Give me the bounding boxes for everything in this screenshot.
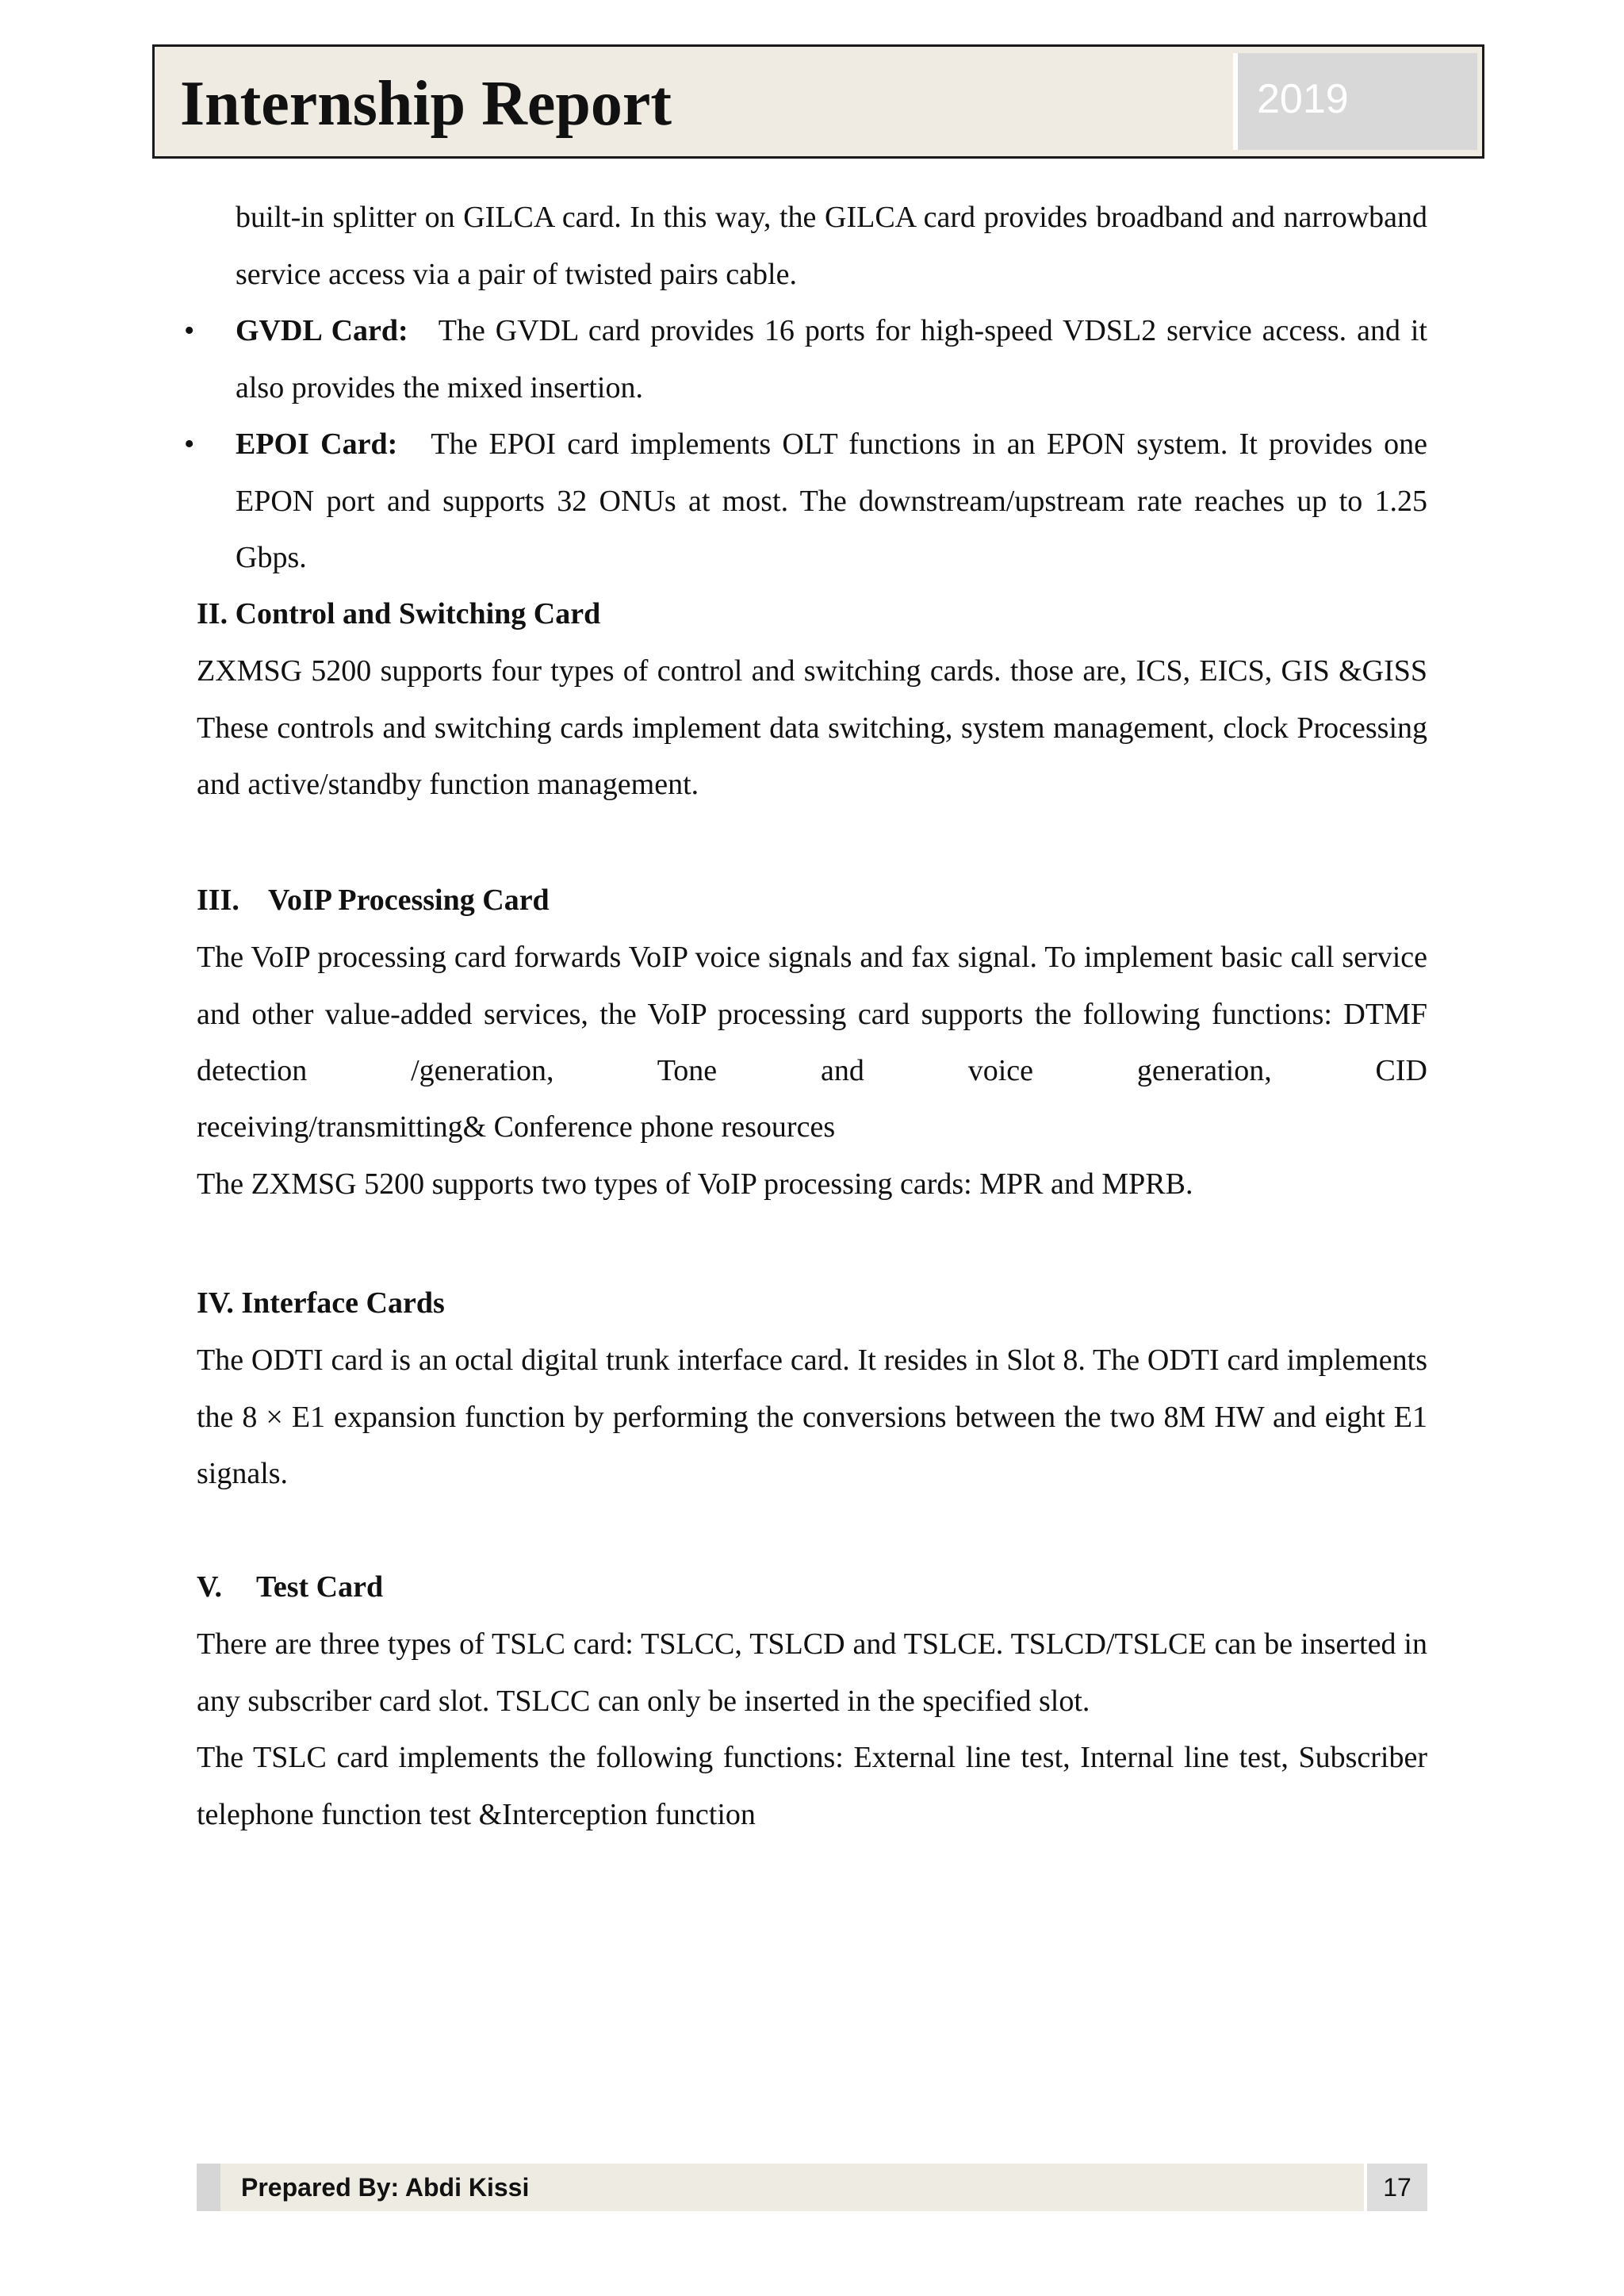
- section-heading-test-card: [197, 1559, 383, 1616]
- prepared-by: Prepared By: Abdi Kissi: [241, 2173, 530, 2202]
- report-year: 2019: [1257, 76, 1349, 122]
- section-number: II.: [197, 597, 228, 631]
- intro-continuation-paragraph: built-in splitter on GILCA card. In this way, the GILCA card provides broadband and narrowband service access via a pair of twisted pairs cable.: [236, 201, 1427, 291]
- section-title: Test Card: [256, 1570, 384, 1604]
- page-number: 17: [1383, 2173, 1411, 2202]
- section-heading-voip: [197, 872, 550, 930]
- page-footer: [197, 2164, 1427, 2211]
- section-paragraph: The VoIP processing card forwards VoIP voice signals and fax signal. To implement basic call service and other value-added services, the VoIP processing card supports the following functions: DTMF detection /generation, Tone and voice generation, CID: [197, 941, 1427, 1087]
- bullet-text: The GVDL card provides 16 ports for high-speed VDSL2 service access. and it also provides the mixed insertion.: [236, 314, 1427, 404]
- section-title: Interface Cards: [241, 1286, 445, 1320]
- bullet-glyph-epoi: •: [184, 427, 195, 461]
- section-number: IV.: [197, 1286, 234, 1320]
- bullet-glyph-gvdl: •: [184, 314, 195, 347]
- section-paragraph: The TSLC card implements the following functions: External line test, Internal line test, Subscriber telephone function test &Interception function: [197, 1741, 1427, 1831]
- bullet-item-gvdl: [236, 303, 1427, 416]
- section-title: VoIP Processing Card: [268, 884, 550, 917]
- section-heading-control-switching: [197, 586, 600, 643]
- section-paragraph: receiving/transmitting& Conference phone resources: [197, 1110, 836, 1144]
- footer-accent-bar: [197, 2164, 220, 2211]
- bullet-term: GVDL Card:: [236, 314, 408, 347]
- section-paragraph: The ODTI card is an octal digital trunk interface card. It resides in Slot 8. The ODTI card implements the 8 × E1 expansion function by performing the conversions between the two 8M HW and eight E1 signals.: [197, 1343, 1427, 1490]
- section-number: V.: [197, 1570, 223, 1604]
- bullet-text: The EPOI card implements OLT functions in an EPON system. It provides one EPON port and supports 32 ONUs at most. The downstream/upstream rate reaches up to 1.25 Gbps.: [236, 427, 1427, 574]
- year-box: [1233, 53, 1477, 150]
- section-paragraph: ZXMSG 5200 supports four types of control and switching cards. those are, ICS, EICS, GIS &GISS These controls and switching cards implement data switching, system management, clock Processing and active/standby function management.: [197, 654, 1427, 801]
- page-number-box: [1364, 2164, 1427, 2211]
- bullet-item-epoi: [236, 416, 1427, 587]
- section-paragraph: There are three types of TSLC card: TSLCC, TSLCD and TSLCE. TSLCD/TSLCE can be inserted in any subscriber card slot. TSLCC can only be inserted in the specified slot.: [197, 1627, 1427, 1718]
- section-number: III.: [197, 884, 239, 917]
- report-title: Internship Report: [180, 69, 672, 139]
- bullet-term: EPOI Card:: [236, 427, 398, 461]
- page-header: [152, 44, 1484, 159]
- section-paragraph: The ZXMSG 5200 supports two types of VoIP processing cards: MPR and MPRB.: [197, 1167, 1193, 1201]
- section-heading-interface: [197, 1275, 445, 1332]
- section-title: Control and Switching Card: [235, 597, 601, 631]
